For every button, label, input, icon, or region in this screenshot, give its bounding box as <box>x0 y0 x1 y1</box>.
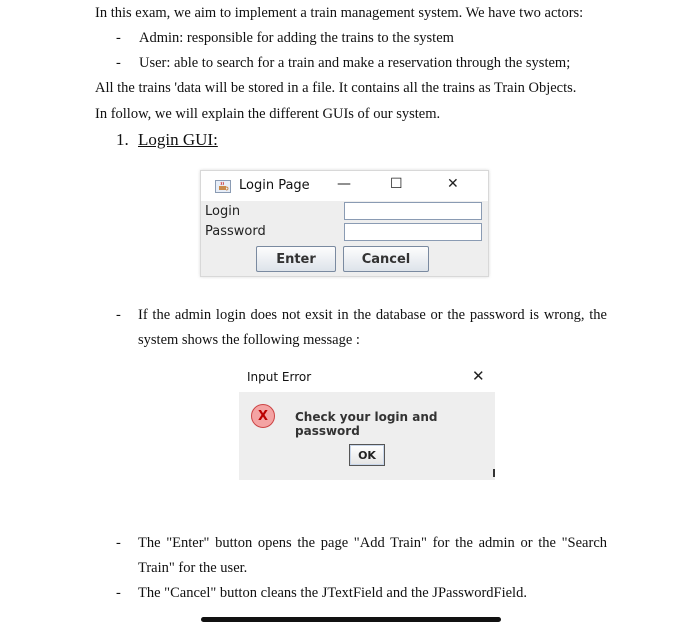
minimize-button[interactable]: — <box>337 176 351 192</box>
password-field[interactable] <box>344 223 482 241</box>
intro-line-3: In follow, we will explain the different GUIs of our system. <box>95 106 441 122</box>
cancel-button[interactable]: Cancel <box>343 246 429 272</box>
login-titlebar <box>201 171 488 201</box>
error-icon-glyph: X <box>257 408 269 424</box>
error-close-button[interactable]: ✕ <box>472 367 485 385</box>
enter-button[interactable]: Enter <box>256 246 336 272</box>
maximize-button[interactable]: ☐ <box>390 176 403 192</box>
login-field[interactable] <box>344 202 482 220</box>
input-error-dialog <box>239 364 495 480</box>
enter-note-line-2: Train" for the user. <box>138 560 248 576</box>
error-dialog-title: Input Error <box>247 370 312 384</box>
section-title <box>138 130 218 150</box>
cancel-note-bullet: - <box>116 585 121 601</box>
error-message: Check your login and password <box>295 410 438 438</box>
password-label: Password <box>205 224 266 239</box>
home-indicator-bar <box>201 617 501 622</box>
close-button[interactable]: ✕ <box>447 176 459 192</box>
intro-line-2: All the trains 'data will be stored in a file. It contains all the trains as Train Objects. <box>95 80 577 96</box>
enter-note-line-1: The "Enter" button opens the page "Add Train" for the admin or the "Search <box>138 535 607 551</box>
actor-admin-text: Admin: responsible for adding the trains to the system <box>139 30 454 46</box>
section-number: 1. <box>116 130 129 149</box>
login-window <box>200 170 489 277</box>
error-titlebar <box>239 364 495 392</box>
login-label: Login <box>205 204 241 219</box>
intro-line-1: In this exam, we aim to implement a train management system. We have two actors: <box>95 5 584 21</box>
dialog-edge-mark <box>493 469 495 477</box>
actor-user-text: User: able to search for a train and make a reservation through the system; <box>139 55 571 71</box>
error-note-line-2: system shows the following message : <box>138 332 360 348</box>
error-note-line-1: If the admin login does not exsit in the database or the password is wrong, the <box>138 307 607 323</box>
login-window-title: Login Page <box>239 178 310 193</box>
ok-button[interactable]: OK <box>349 444 385 466</box>
cancel-note-line-1: The "Cancel" button cleans the JTextField and the JPasswordField. <box>138 585 527 601</box>
error-x-icon <box>251 404 275 428</box>
section-title-text: Login GUI: <box>138 130 218 149</box>
actor-bullet-admin: - <box>116 30 121 46</box>
error-note-bullet: - <box>116 307 121 323</box>
enter-note-bullet: - <box>116 535 121 551</box>
actor-bullet-user: - <box>116 55 121 71</box>
java-coffee-icon <box>215 180 231 193</box>
